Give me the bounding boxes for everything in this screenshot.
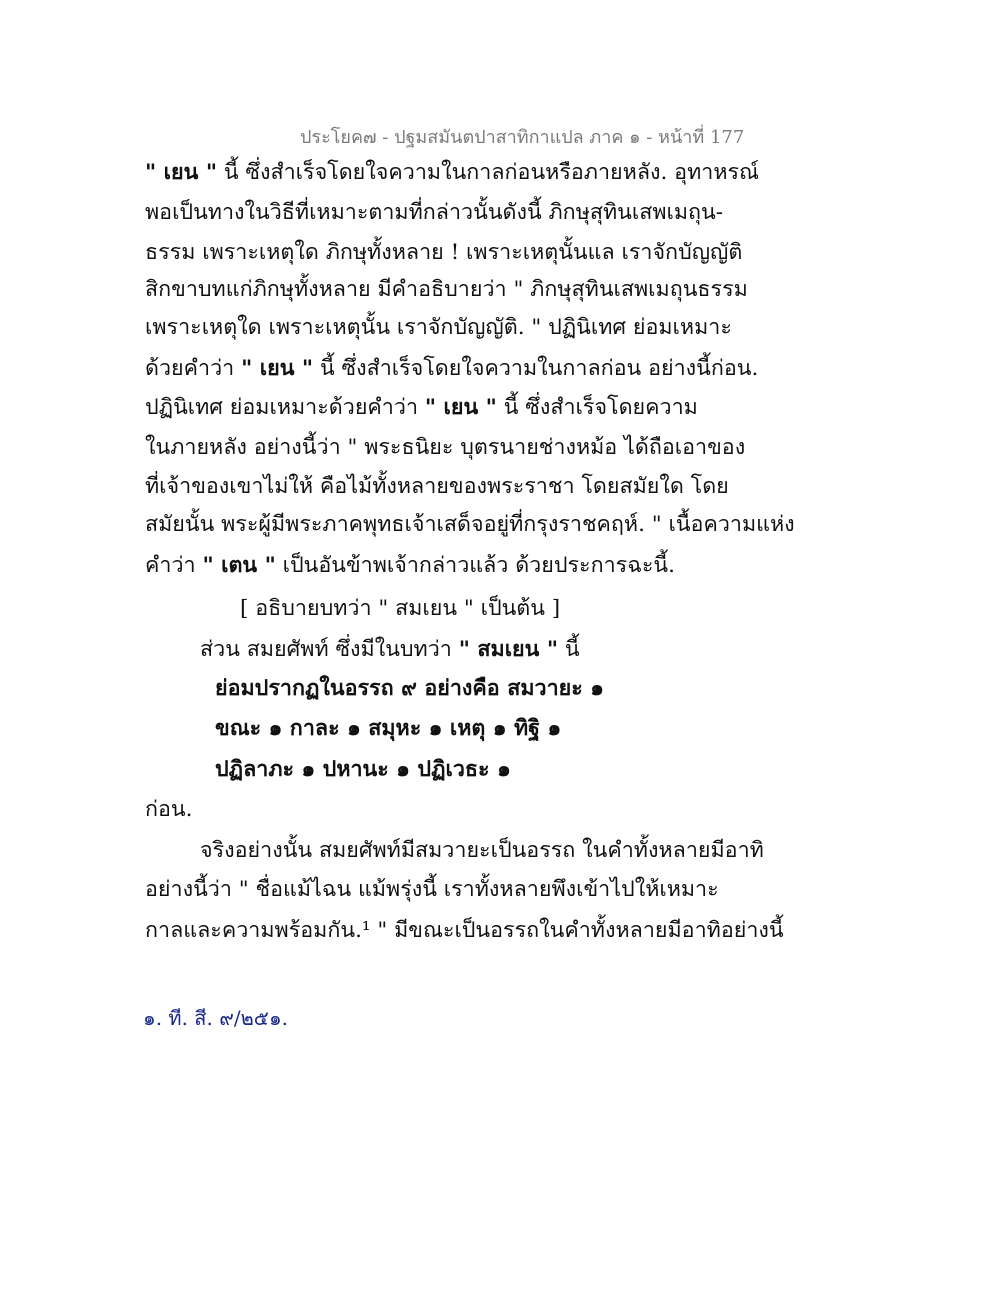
text-line: [145, 277, 748, 303]
text-line: [200, 637, 580, 663]
text-line: [145, 240, 742, 266]
text-run: ธรรม เพราะเหตุใด ภิกษุทั้งหลาย ! เพราะเหตุนั้นแล เราจักบัญญัติ: [145, 240, 743, 265]
bold-term: " เตน ": [202, 553, 276, 578]
text-run: ในภายหลัง อย่างนี้ว่า " พระธนิยะ บุตรนายช่างหม้อ ได้ถือเอาของ: [145, 435, 746, 460]
bold-term: " สมเยน ": [458, 637, 559, 662]
text-run: เพราะเหตุใด เพราะเหตุนั้น เราจักบัญญัติ. " ปฏินิเทศ ย่อมเหมาะ: [145, 315, 732, 340]
text-run: นี้ ซึ่งสำเร็จโดยใจความในกาลก่อนหรือภายหลัง. อุทาหรณ์: [217, 160, 759, 185]
text-line: [240, 596, 560, 622]
text-run: คำว่า: [145, 553, 203, 578]
text-line: [145, 512, 795, 538]
text-run: [ อธิบายบทว่า " สมเยน " เป็นต้น ]: [240, 596, 561, 621]
text-line: [145, 315, 732, 341]
text-run: นี้ ซึ่งสำเร็จโดยใจความในกาลก่อน อย่างนี้ก่อน.: [313, 356, 759, 381]
text-run: พอเป็นทางในวิธีที่เหมาะตามที่กล่าวนั้นดังนี้ ภิกษุสุทินเสพเมถุน-: [145, 200, 724, 225]
text-run: สิกขาบทแก่ภิกษุทั้งหลาย มีคำอธิบายว่า " ภิกษุสุทินเสพเมถุนธรรม: [145, 277, 748, 302]
text-run: สมัยนั้น พระผู้มีพระภาคพุทธเจ้าเสด็จอยู่ที่กรุงราชคฤห์. " เนื้อความแห่ง: [145, 512, 795, 537]
page-header: ประโยค๗ - ปฐมสมันตปาสาทิกาแปล ภาค ๑ - หน้าที่ 177: [300, 127, 745, 148]
bold-term: " เยน ": [241, 356, 314, 381]
text-line: [215, 676, 604, 702]
footnote: ๑. ที. สี. ๙/๒๕๑.: [143, 1006, 288, 1030]
bold-term: ย่อมปรากฏในอรรถ ๙ อย่างคือ สมวายะ ๑: [215, 676, 604, 701]
text-line: [145, 395, 698, 421]
text-line: [145, 356, 758, 382]
text-line: [145, 877, 719, 903]
text-line: [200, 838, 764, 864]
bold-term: " เยน ": [424, 395, 497, 420]
text-run: เป็นอันข้าพเจ้ากล่าวแล้ว ด้วยประการฉะนี้.: [275, 553, 675, 578]
text-line: [145, 797, 192, 823]
text-run: นี้: [558, 637, 580, 662]
text-line: [145, 553, 675, 579]
text-run: ส่วน สมยศัพท์ ซึ่งมีในบทว่า: [200, 637, 459, 662]
text-line: [215, 757, 511, 783]
text-run: นี้ ซึ่งสำเร็จโดยความ: [496, 395, 698, 420]
text-run: ก่อน.: [145, 797, 193, 822]
text-line: [145, 435, 745, 461]
bold-term: ขณะ ๑ กาละ ๑ สมุหะ ๑ เหตุ ๑ ทิฐิ ๑: [215, 716, 562, 741]
bold-term: ปฏิลาภะ ๑ ปหานะ ๑ ปฏิเวธะ ๑: [215, 757, 511, 782]
text-line: [215, 716, 561, 742]
text-run: จริงอย่างนั้น สมยศัพท์มีสมวายะเป็นอรรถ ในคำทั้งหลายมีอาทิ: [200, 838, 764, 863]
text-line: [145, 160, 759, 186]
text-run: ด้วยคำว่า: [145, 356, 242, 381]
text-run: ปฏินิเทศ ย่อมเหมาะด้วยคำว่า: [145, 395, 425, 420]
text-run: ที่เจ้าของเขาไม่ให้ คือไม้ทั้งหลายของพระราชา โดยสมัยใด โดย: [145, 474, 729, 499]
bold-term: " เยน ": [145, 160, 218, 185]
text-run: อย่างนี้ว่า " ชื่อแม้ไฉน แม้พรุ่งนี้ เราทั้งหลายพึงเข้าไปให้เหมาะ: [145, 877, 719, 902]
text-line: [145, 474, 729, 500]
text-line: [145, 200, 723, 226]
text-run: กาลและความพร้อมกัน.¹ " มีขณะเป็นอรรถในคำทั้งหลายมีอาทิอย่างนี้: [145, 918, 784, 943]
text-line: [145, 918, 784, 944]
